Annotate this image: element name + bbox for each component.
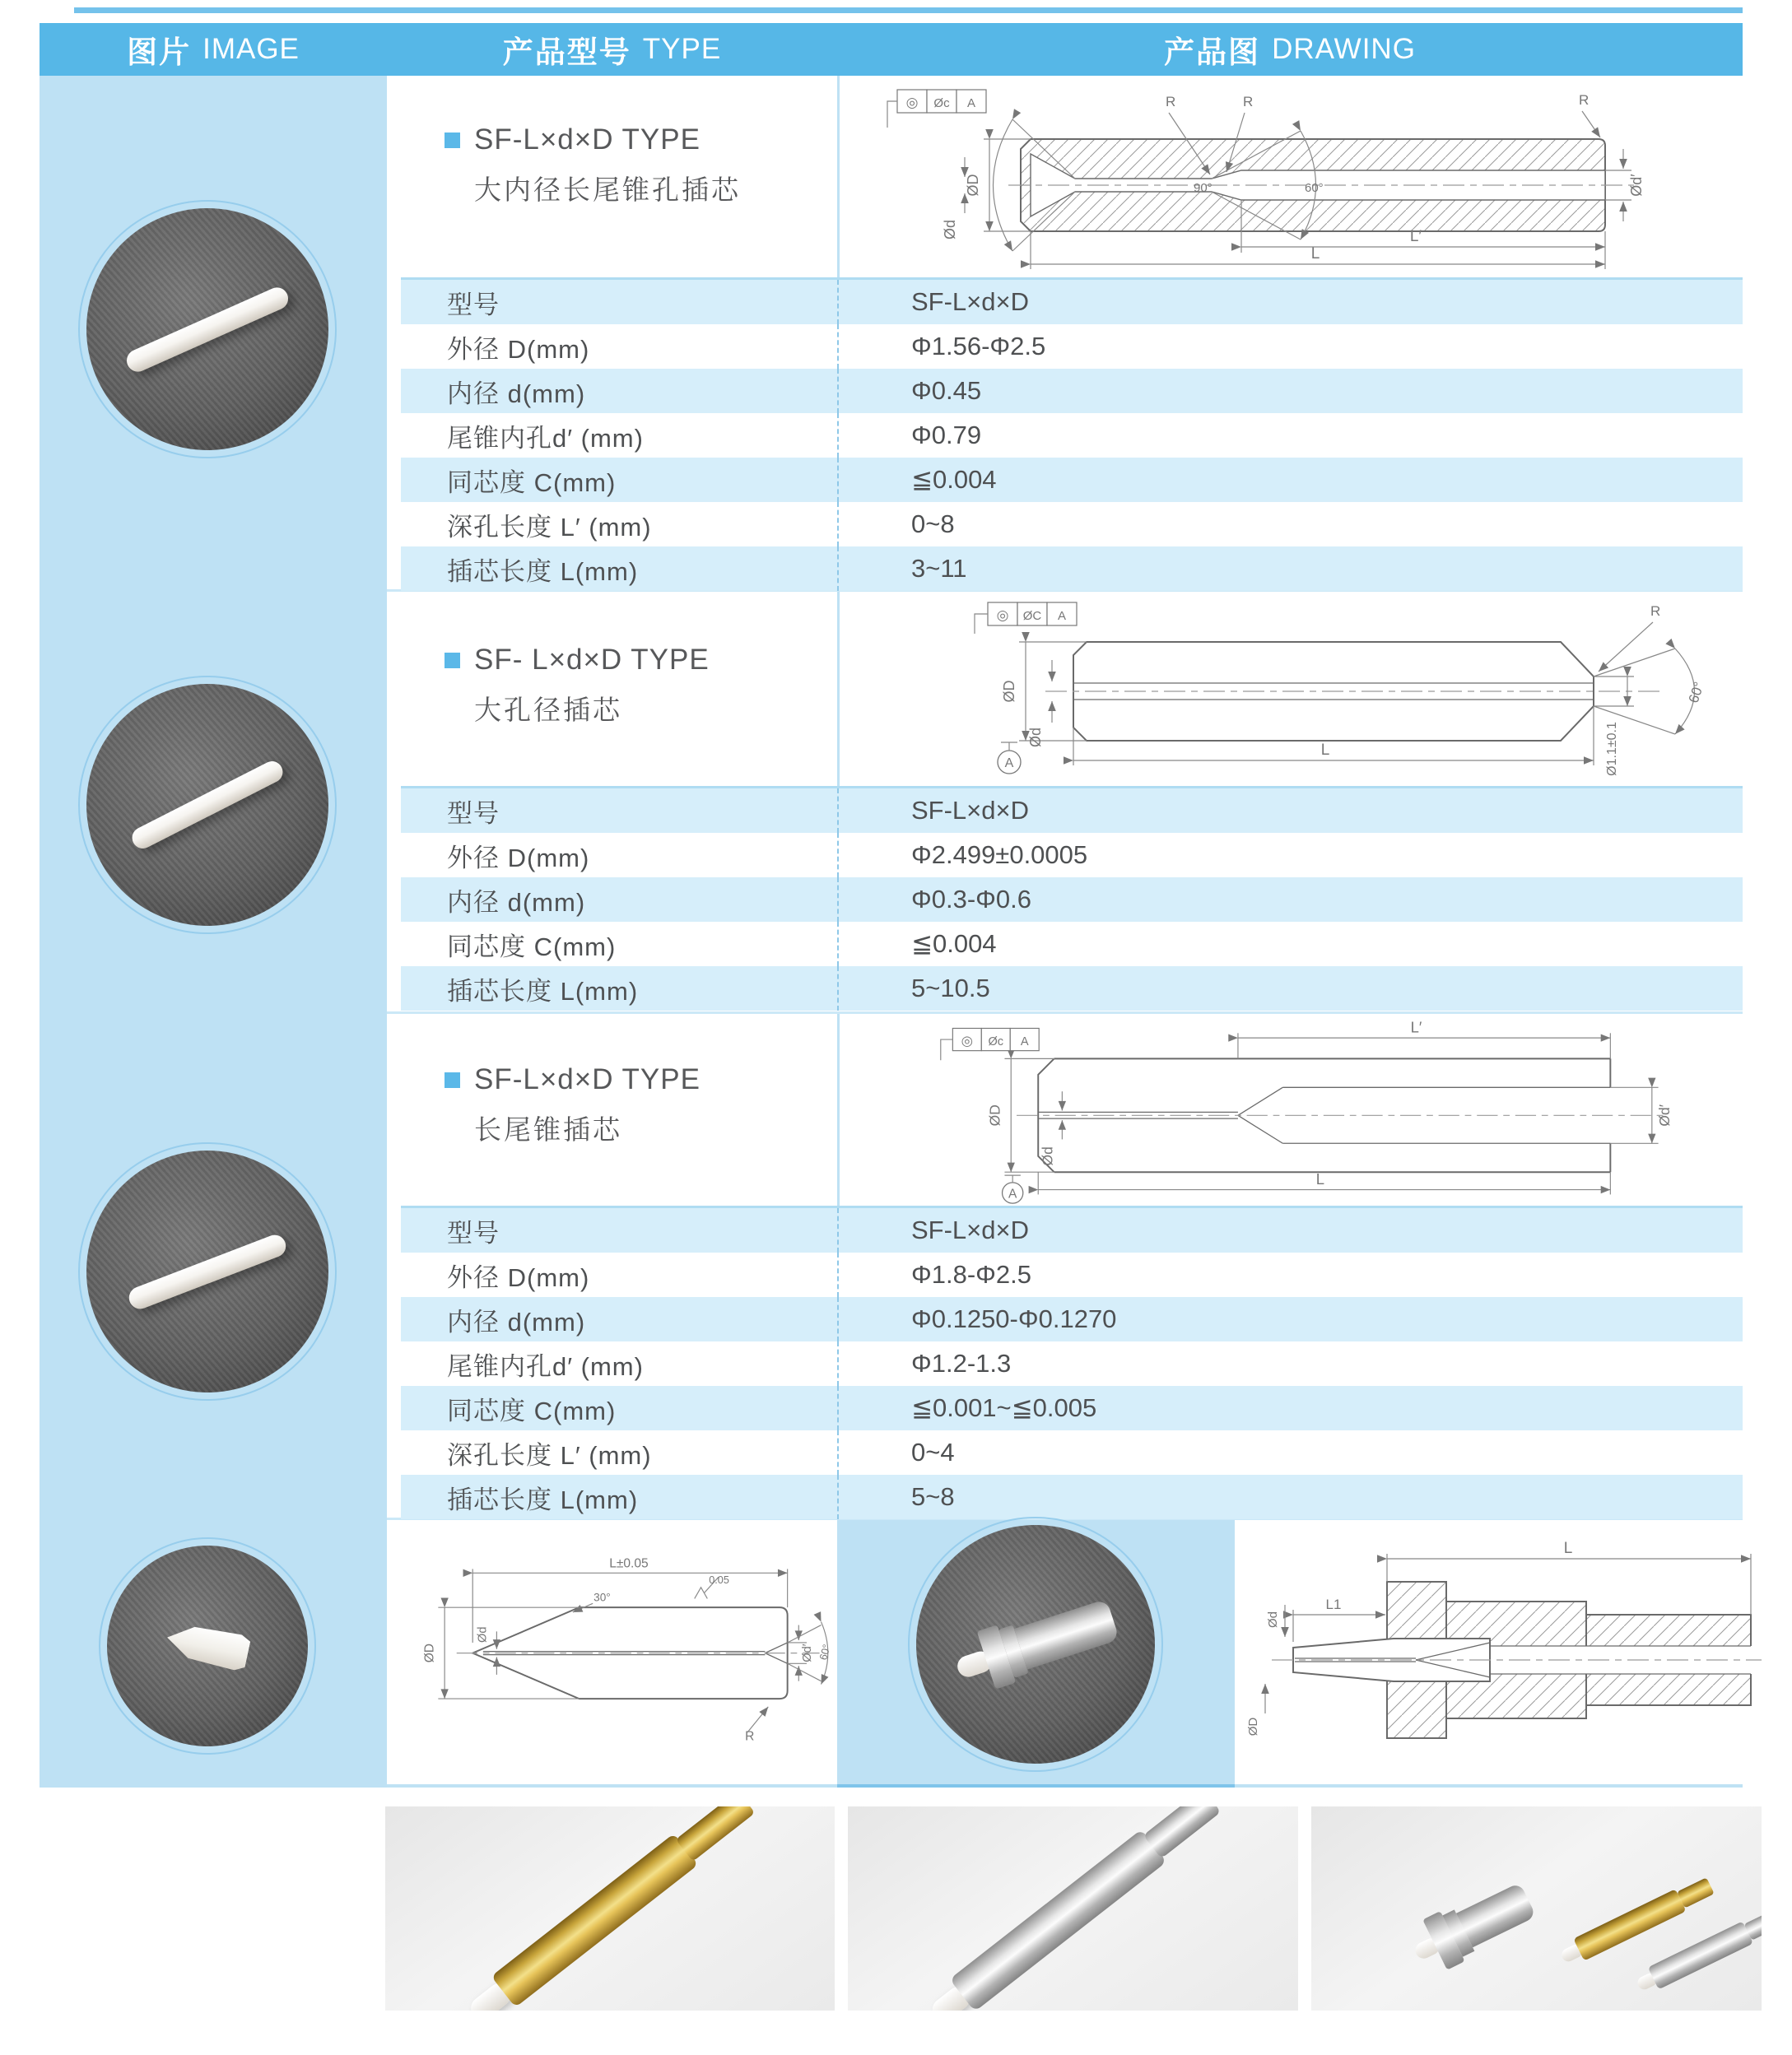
spec-label: 尾锥内孔d′ (mm) [447,1351,644,1381]
tolerance-symbol-concentricity: ◎ [905,95,919,110]
spec-label: 深孔长度 L′ (mm) [447,1440,652,1470]
angle-label: 30° [593,1591,611,1604]
spec-row [401,1386,1743,1430]
radius-label: R [1579,92,1590,108]
dim-label-inner-diameter: Ød [1027,727,1044,748]
spec-label: 同芯度 C(mm) [447,1396,617,1425]
tolerance-symbol-concentricity: ◎ [961,1033,974,1048]
tolerance-datum: A [1057,609,1067,623]
surface-finish-label: 0.05 [709,1574,729,1586]
spec-value: Φ2.499±0.0005 [837,833,1743,877]
bullet-square-icon [445,133,460,148]
spec-label: 深孔长度 L′ (mm) [447,512,652,542]
body [1014,1599,1119,1670]
drawing-section2 [840,591,1743,786]
angle-label: 60° [1305,181,1324,195]
column-header-type-zh: 产品型号 [502,35,631,69]
spec-value: SF-L×d×D [837,1208,1743,1253]
spec-row [401,788,1743,833]
spec-row [401,546,1743,591]
angle-label: 60° [1685,680,1707,705]
angle-label: 90° [1194,181,1213,195]
spec-row [401,324,1743,369]
pin-cap [1677,1877,1715,1908]
spec-value: 5~8 [837,1475,1743,1519]
ceramic-rod [123,284,292,375]
section3-subtitle: 长尾锥插芯 [474,1114,622,1145]
product-photo-metal-assembly [916,1525,1155,1764]
section1-subtitle: 大内径长尾锥孔插芯 [474,174,741,205]
photo-gold-ferrule-pin [385,1806,835,2011]
spec-row [401,966,1743,1011]
table-header-bar [40,23,1743,76]
drawing-section3 [840,1014,1743,1206]
spec-row [401,369,1743,413]
spec-label: 内径 d(mm) [447,1307,586,1337]
spec-row [401,1253,1743,1297]
dim-label-tail-bore: Ød′ [800,1644,814,1662]
spec-row [401,1208,1743,1253]
dim-label-inner-diameter: Ød [942,219,958,240]
spec-label: 插芯长度 L(mm) [447,556,639,586]
column-header-drawing [837,23,1743,76]
pin-body [949,1830,1166,2011]
photo-component-group [1311,1806,1762,2011]
section2-title-block [445,644,831,728]
spec-value: Φ0.1250-Φ0.1270 [837,1297,1743,1341]
dim-label-inner-diameter: Ød [1266,1611,1280,1629]
spec-label: 型号 [447,798,500,828]
pin-body [1648,1921,1753,1989]
spec-value: ≦0.004 [837,922,1743,966]
column-header-image-zh: 图片 [127,35,192,69]
dim-label-deep-hole-length: L′ [1409,228,1422,245]
spec-row [401,1297,1743,1341]
spec-value: Φ0.3-Φ0.6 [837,877,1743,922]
product-photo-ferrule-3 [86,1151,328,1392]
section3-title-block [445,1063,831,1147]
column-header-drawing-en: DRAWING [1272,33,1416,65]
spec-value: 5~10.5 [837,966,1743,1011]
dim-label-tail-bore: Ød′ [1656,1104,1673,1127]
spec-label: 型号 [447,290,500,319]
pin-body [1573,1889,1686,1960]
radius-label: R [1166,94,1176,109]
spec-row [401,922,1743,966]
spec-value: ≦0.001~≦0.005 [837,1386,1743,1430]
dim-label-length: L [1320,742,1330,759]
spec-row [401,1475,1743,1519]
dim-label-length-tol: L±0.05 [609,1556,649,1571]
dim-label-outer-diameter: ØD [1246,1717,1260,1737]
dim-label-tip-diameter: Ø1.1±0.1 [1605,722,1619,776]
spec-label: 型号 [447,1218,500,1248]
ceramic-cone [164,1620,252,1672]
column-header-type-en: TYPE [642,33,722,65]
datum-label: A [1004,756,1014,770]
spec-table-2 [401,786,1743,1011]
spec-label: 外径 D(mm) [447,843,590,872]
section1-title: SF-L×d×D TYPE [474,123,701,156]
radius-label: R [745,1729,755,1744]
drawing-section1 [840,78,1743,276]
column-header-type [387,23,837,76]
spec-label: 内径 d(mm) [447,379,586,408]
spec-row [401,877,1743,922]
spec-label: 插芯长度 L(mm) [447,1485,639,1514]
spec-row [401,1341,1743,1386]
spec-label: 外径 D(mm) [447,334,590,364]
radius-label: R [1650,603,1661,619]
pin-body [491,1834,699,2007]
product-photo-cone-ferrule [107,1546,308,1746]
dim-label-tail-bore: Ød′ [1628,174,1645,197]
section2-title: SF- L×d×D TYPE [474,644,710,676]
spec-row [401,1430,1743,1475]
section1-title-block [445,123,831,207]
spec-value: 0~8 [837,502,1743,546]
metal-component [948,1590,1122,1699]
spec-value: 0~4 [837,1430,1743,1475]
section-bottom-border-accent [837,1784,1235,1788]
dim-label-inner-diameter: Ød [1039,1146,1056,1166]
drawing-housing-assembly [1239,1523,1766,1761]
ceramic-rod [126,1231,289,1312]
tolerance-value: Øc [988,1034,1004,1048]
dim-label-outer-diameter: ØD [986,1104,1003,1127]
spec-value: SF-L×d×D [837,280,1743,324]
spec-label: 外径 D(mm) [447,1262,590,1292]
pin-cap [676,1806,756,1862]
product-photo-ferrule-1 [86,208,328,450]
dim-label-outer-diameter: ØD [1001,680,1017,703]
dim-label-l1: L1 [1325,1597,1342,1612]
spec-table-3 [401,1206,1743,1519]
tolerance-datum: A [966,96,976,110]
tolerance-value: ØC [1022,609,1042,623]
gold-pin [461,1806,758,2011]
spec-value: ≦0.004 [837,458,1743,502]
bullet-square-icon [445,1072,460,1088]
spec-label: 同芯度 C(mm) [447,467,617,497]
spec-row [401,413,1743,458]
top-divider-strip [74,7,1743,13]
photo-steel-ferrule-pin [848,1806,1298,2011]
spec-label: 插芯长度 L(mm) [447,976,639,1006]
spec-row [401,502,1743,546]
spec-row [401,458,1743,502]
spec-value: 3~11 [837,546,1743,591]
spec-value: Φ0.45 [837,369,1743,413]
section3-title: SF-L×d×D TYPE [474,1063,701,1095]
spec-value: SF-L×d×D [837,788,1743,833]
product-photo-ferrule-2 [86,684,328,926]
dim-label-deep-hole-length: L′ [1410,1018,1422,1036]
steel-connector [1404,1874,1541,1978]
bullet-square-icon [445,653,460,668]
steel-pin [922,1806,1224,2011]
body [1456,1882,1536,1947]
spec-row [401,833,1743,877]
tolerance-datum: A [1020,1034,1029,1048]
column-header-image-en: IMAGE [202,33,300,65]
dim-label-length: L [1563,1540,1573,1557]
radius-label: R [1243,94,1254,109]
column-header-image [40,23,387,76]
dim-label-outer-diameter: ØD [422,1643,437,1663]
ceramic-rod [128,758,286,853]
spec-row [401,280,1743,324]
drawing-cone-ferrule [389,1523,837,1761]
spec-value: Φ1.2-1.3 [837,1341,1743,1386]
spec-label: 同芯度 C(mm) [447,932,617,961]
dim-label-outer-diameter: ØD [965,174,981,197]
section2-subtitle: 大孔径插芯 [474,695,622,725]
datum-label: A [1008,1187,1017,1202]
spec-label: 内径 d(mm) [447,887,586,917]
angle-label: 60° [817,1643,833,1662]
column-header-drawing-zh: 产品图 [1164,35,1261,69]
spec-table-1 [401,277,1743,591]
dim-label-length: L [1315,1169,1325,1188]
spec-value: Φ1.8-Φ2.5 [837,1253,1743,1297]
dim-label-length: L [1310,245,1320,263]
spec-value: Φ1.56-Φ2.5 [837,324,1743,369]
spec-value: Φ0.79 [837,413,1743,458]
tolerance-symbol-concentricity: ◎ [996,607,1009,623]
dim-label-inner-diameter: Ød [476,1626,490,1643]
spec-label: 尾锥内孔d′ (mm) [447,423,644,453]
tolerance-value: Øc [933,96,950,110]
